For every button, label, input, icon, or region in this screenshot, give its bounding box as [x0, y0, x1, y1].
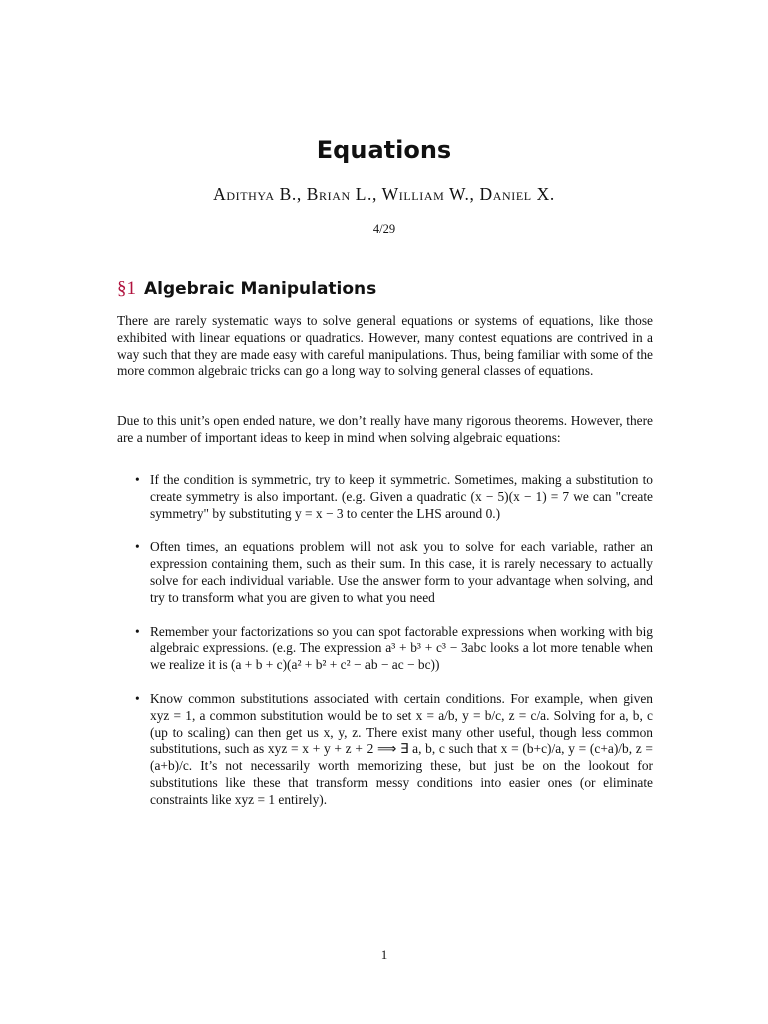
list-item — [117, 539, 653, 606]
section-title: Algebraic Manipulations — [144, 279, 377, 299]
list-item-text: Often times, an equations problem will not ask you to solve for each variable, rather an expression containing them, such as their sum. In this case, it is rarely necessary to actually solve for each individual variable. Use the answer form to your advantage when solving, and try to transform what you are given to what you need — [150, 539, 653, 605]
list-item — [117, 624, 653, 674]
section-number: §1 — [117, 278, 136, 299]
page-number: 1 — [380, 947, 388, 962]
paper-date: 4/29 — [372, 222, 396, 236]
list-item-text: Know common substitutions associated with certain conditions. For example, when given xyz = 1, a common substitution would be to set x = a/b, y = b/c, z = c/a. Solving for a, b, c (up to scaling) can then get us x, y, z. There exist many other useful, though less common substitutions, such as xyz = x + y + z + 2 ⟹ ∃ a, b, c such that x = (b+c)/a, y = (c+a)/b, z = (a+b)/c. It’s not necessarily worth memorizing these, but just be on the lookout for substitutions like these that transform messy conditions into easier ones (or eliminate constraints like xyz = 1 entirely). — [150, 690, 653, 807]
bullet-icon: • — [135, 472, 140, 487]
intro-paragraph: There are rarely systematic ways to solve general equations or systems of equations, like those exhibited with linear equations or quadratics. However, many contest equations are contrived in a way such that they are made easy with careful manipulations. Thus, being familiar with some of the more common algebraic tricks can go a long way to solving general classes of equations. — [117, 313, 653, 379]
list-item — [117, 691, 653, 809]
bullet-icon: • — [135, 623, 140, 639]
paper-title: Equations — [316, 136, 452, 164]
list-item-text: If the condition is symmetric, try to keep it symmetric. Sometimes, making a substitution to create symmetry is also important. (e.g. Given a quadratic (x − 5)(x − 1) = 7 we can "create symmetry" by substituting y = x − 3 to center the LHS around 0.) — [150, 472, 653, 521]
section-heading — [117, 278, 376, 300]
context-paragraph: Due to this unit’s open ended nature, we don’t really have many rigorous theorems. However, there are a number of important ideas to keep in mind when solving algebraic equations: — [117, 413, 653, 445]
bullet-icon: • — [135, 690, 140, 706]
bullet-icon: • — [135, 539, 140, 555]
paper-authors: Adithya B., Brian L., William W., Daniel X. — [213, 184, 555, 204]
list-item — [117, 472, 653, 522]
list-item-text: Remember your factorizations so you can spot factorable expressions when working with big algebraic expressions. (e.g. The expression a³ + b³ + c³ − 3abc looks a lot more tenable when we realize it is (a + b + c)(a² + b² + c² − ab − ac − bc)) — [150, 623, 653, 673]
tips-list — [117, 472, 653, 826]
